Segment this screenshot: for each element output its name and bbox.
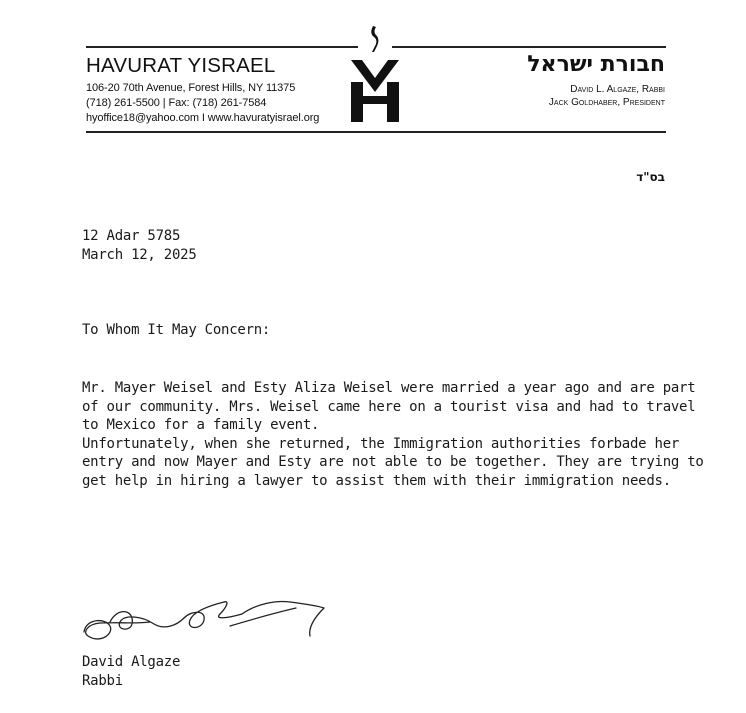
body-line: entry and now Mayer and Esty are not able to be together. They are trying to	[82, 454, 704, 470]
handwritten-signature	[80, 596, 330, 646]
header-top-rule-left	[86, 46, 358, 48]
org-phones: (718) 261-5500 | Fax: (718) 261-7584	[86, 97, 267, 109]
hebrew-org-name: חבורת ישראל	[527, 52, 665, 77]
header-bottom-rule	[86, 131, 666, 133]
body-line: of our community. Mrs. Weisel came here on a tourist visa and had to travel	[82, 398, 696, 415]
body-line: to Mexico for a family event.	[82, 417, 320, 433]
org-contact: hyoffice18@yahoo.com I www.havuratyisrael.org	[86, 112, 320, 124]
signer-title: Rabbi	[82, 673, 123, 689]
signer-name: David Algaze	[82, 654, 181, 670]
hebrew-date: 12 Adar 5785	[82, 228, 181, 244]
body-line: Mr. Mayer Weisel and Esty Aliza Weisel were married a year ago and are part	[82, 380, 696, 396]
salutation: To Whom It May Concern:	[82, 322, 271, 338]
header-top-rule-right	[392, 46, 666, 48]
rabbi-line: David L. Algaze, Rabbi	[570, 84, 665, 95]
letter-body	[82, 379, 704, 490]
org-name: HAVURAT YISRAEL	[86, 54, 276, 77]
havurat-yisrael-logo-icon	[348, 22, 402, 124]
bsd-mark: בס"ד	[636, 170, 665, 184]
body-line: Unfortunately, when she returned, the Immigration authorities forbade her	[82, 435, 680, 452]
letter-date: March 12, 2025	[82, 247, 197, 263]
president-line: Jack Goldhaber, President	[548, 97, 665, 108]
body-line: get help in hiring a lawyer to assist them with their immigration needs.	[82, 472, 671, 489]
org-address: 106-20 70th Avenue, Forest Hills, NY 11375	[86, 82, 296, 94]
